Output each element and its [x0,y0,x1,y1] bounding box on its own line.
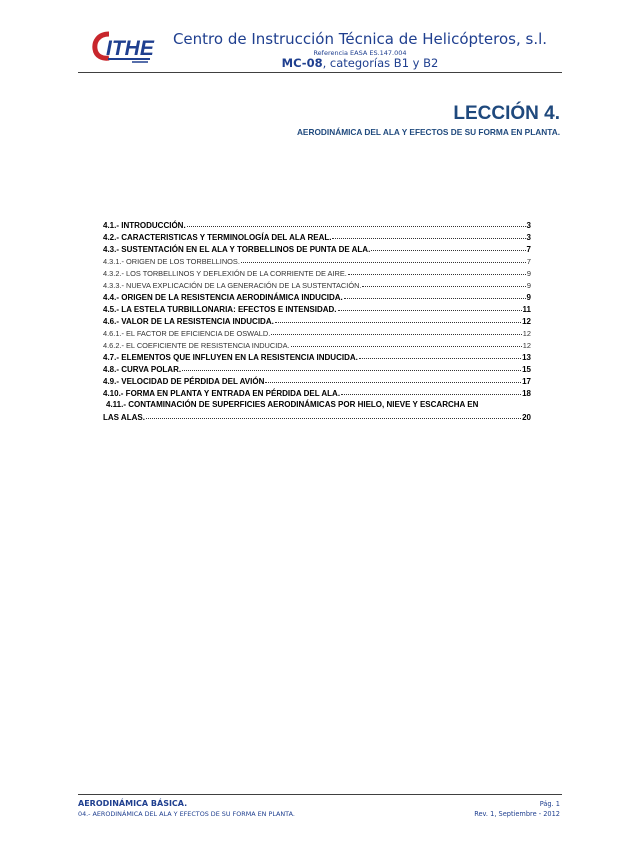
footer-divider [78,794,562,795]
footer-page: Pág. 1 [539,800,560,808]
toc-leader-dots [271,327,521,335]
toc-entry-label: 4.9.- VELOCIDAD DE PÉRDIDA DEL AVIÓN [103,377,265,386]
toc-entry-page: 12 [522,329,531,338]
toc-entry-page: 11 [522,305,531,314]
toc-leader-dots [182,363,521,371]
toc-leader-dots [241,255,526,263]
toc-entry-label: 4.1.- INTRODUCCIÓN. [103,221,186,230]
table-of-contents [103,220,531,424]
toc-entry-label: 4.6.2.- EL COEFICIENTE DE RESISTENCIA INDUCIDA. [103,341,290,350]
toc-entry-label: 4.2.- CARACTERISTICAS Y TERMINOLOGÍA DEL ALA REAL. [103,233,332,242]
footer-course: AERODINÁMICA BÁSICA. [78,799,188,808]
toc-entry-label: 4.8.- CURVA POLAR. [103,365,182,374]
toc-entry-page: 9 [526,293,531,302]
toc-entry-page: 12 [522,341,531,350]
toc-entry-label: 4.5.- LA ESTELA TURBILLONARIA: EFECTOS E INTENSIDAD. [103,305,337,314]
toc-entry-page: 9 [526,269,531,278]
toc-entry-label: 4.3.- SUSTENTACIÓN EN EL ALA Y TORBELLINOS DE PUNTA DE ALA. [103,245,371,254]
toc-entry-page: 12 [522,317,531,326]
toc-leader-dots [332,231,525,239]
toc-leader-dots [291,339,522,347]
toc-entry-wrapped-line[interactable]: 4.11.- CONTAMINACIÓN DE SUPERFICIES AERODINÁMICAS POR HIELO, NIEVE Y ESCARCHA EN [106,400,479,409]
toc-leader-dots [341,387,521,395]
toc-leader-dots [187,219,526,227]
lesson-title: LECCIÓN 4. [453,103,560,124]
toc-entry-page: 17 [522,377,531,386]
mc-code: MC-08 [281,56,323,70]
toc-leader-dots [265,375,521,383]
toc-entry-page: 3 [526,221,531,230]
toc-entry-label: 4.4.- ORIGEN DE LA RESISTENCIA AERODINÁMICA INDUCIDA. [103,293,343,302]
toc-entry-page: 7 [526,245,531,254]
mc-categories: , categorías B1 y B2 [322,56,439,70]
toc-entry-label: 4.3.2.- LOS TORBELLINOS Y DEFLEXIÓN DE LA CORRIENTE DE AIRE. [103,269,347,278]
lesson-subtitle: AERODINÁMICA DEL ALA Y EFECTOS DE SU FORMA EN PLANTA. [296,127,560,137]
toc-entry[interactable] [103,412,531,424]
footer-revision: Rev. 1, Septiembre - 2012 [474,810,560,818]
toc-entry-label: 4.10.- FORMA EN PLANTA Y ENTRADA EN PÉRDIDA DEL ALA. [103,389,341,398]
toc-entry-label: 4.3.3.- NUEVA EXPLICACIÓN DE LA GENERACIÓN DE LA SUSTENTACIÓN. [103,281,362,290]
toc-leader-dots [359,351,521,359]
company-logo [92,28,156,68]
toc-entry-page: 9 [526,281,531,290]
toc-entry-label: 4.6.1.- EL FACTOR DE EFICIENCIA DE OSWALD. [103,329,271,338]
toc-leader-dots [344,291,526,299]
logo-text: ITHE [106,37,154,60]
header-divider [78,72,562,73]
toc-leader-dots [338,303,522,311]
toc-leader-dots [371,243,525,251]
toc-leader-dots [146,411,521,419]
footer-lesson-ref: 04.- AERODINÁMICA DEL ALA Y EFECTOS DE SU FORMA EN PLANTA. [78,810,295,818]
toc-entry-page: 15 [522,365,531,374]
toc-entry-page: 7 [526,257,531,266]
toc-leader-dots [348,267,526,275]
toc-entry-page: 20 [522,413,531,422]
toc-entry-page: 3 [526,233,531,242]
toc-leader-dots [275,315,521,323]
toc-entry-page: 13 [522,353,531,362]
toc-entry-label: LAS ALAS. [103,413,145,422]
toc-entry-page: 18 [522,389,531,398]
header-title: Centro de Instrucción Técnica de Helicópteros, s.l. [172,30,548,48]
toc-leader-dots [362,279,525,287]
toc-entry-label: 4.3.1.- ORIGEN DE LOS TORBELLINOS. [103,257,240,266]
toc-entry[interactable] [103,388,531,400]
toc-entry-label: 4.7.- ELEMENTOS QUE INFLUYEN EN LA RESISTENCIA INDUCIDA. [103,353,358,362]
header-reference: Referencia EASA ES.147.004 [313,49,407,57]
header-mc-line [160,56,560,70]
toc-entry-label: 4.6.- VALOR DE LA RESISTENCIA INDUCIDA. [103,317,274,326]
